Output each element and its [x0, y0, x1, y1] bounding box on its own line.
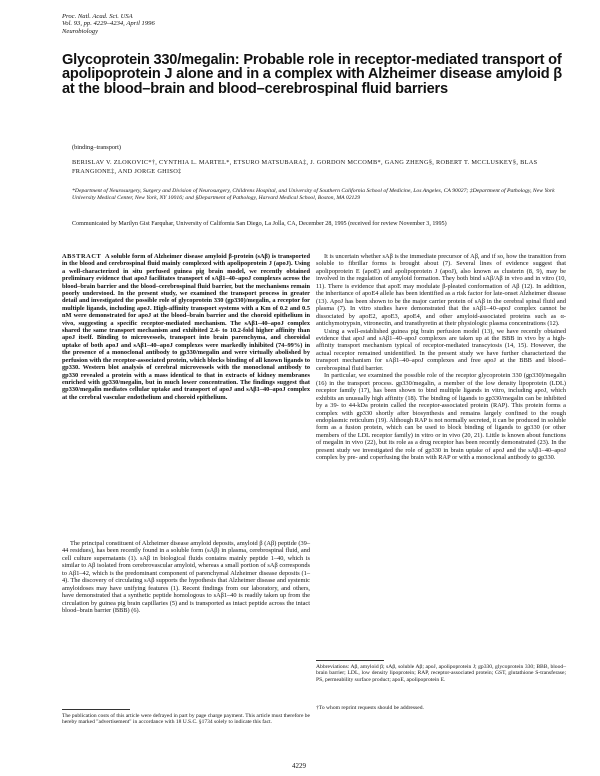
- journal-section: Neurobiology: [62, 27, 99, 35]
- article-subtitle: (binding–transport): [72, 144, 121, 151]
- journal-header: [62, 13, 155, 35]
- abstract: [62, 253, 310, 401]
- page-number: 4229: [292, 762, 306, 770]
- abbreviations-divider: [316, 660, 384, 661]
- publication-cost-footnote: The publication costs of this article were defrayed in part by page charge payment. This article must therefore be hereby marked "advertisement" in accordance with 18 U.S.C. §1734 solely to indicate this fact.: [62, 713, 310, 726]
- journal-volume: Vol. 93, pp. 4229–4234, April 1996: [62, 20, 155, 28]
- abstract-label: ABSTRACT: [62, 253, 102, 260]
- author-list: BERISLAV V. ZLOKOVIC*†, CYNTHIA L. MARTEL*, ETSURO MATSUBARA‡, J. GORDON MCCOMB*, GANG ZHENG§, ROBERT T. MCCLUSKEY§, BLAS FRANGIONE‡, AND JORGE GHISO‡: [72, 159, 538, 175]
- journal-name: Proc. Natl. Acad. Sci. USA: [62, 13, 133, 20]
- communicated-by: Communicated by Marilyn Gist Farquhar, University of California San Diego, La Jolla, CA, December 28, 1995 (received for review November 3, 1995): [72, 221, 447, 227]
- right-column: [316, 253, 566, 462]
- body-paragraph-3: In particular, we examined the possible role of the receptor glycoprotein 330 (gp330)/megalin (16) in the transport process. gp330/megalin, a member of the low density lipoprotein (LDL) receptor family (17), has been shown to bind multiple ligands in vitro, including apoJ, which exhibits an unusually high affinity (18). The binding of ligands to gp330/megalin can be inhibited by a 39- to 44-kDa protein called the receptor-associated protein (RAP). This protein forms a complex with gp330 shortly after biosynthesis and remains largely confined to the rough endoplasmic reticulum (19). Although RAP is not normally secreted, it can be produced in soluble form as a fusion protein, which can be used to block binding of ligands to gp330 (or other members of the LDL receptor family) in vitro or in vivo (20, 21). Little is known about functions of megalin in vivo (22), but its role as a drug receptor has been recently demonstrated (23). In the present study we investigated the role of gp330 in brain uptake of apoJ and the sAβ1–40–apoJ complex by pre- and coperfusing the brain with RAP or with a monoclonal antibody to gp330.: [316, 372, 566, 462]
- intro-paragraph: The principal constituent of Alzheimer disease amyloid deposits, amyloid β (Aβ) peptide (39–44 residues), has been recently found in a soluble form (sAβ) in plasma, cerebrospinal fluid, and cell culture supernatants (1). sAβ in biological fluids contains mainly peptide 1–40, which is similar to Aβ isolated from cerebrovascular amyloid, whereas a small portion of sAβ corresponds to Aβ1–42, which is the predominant component of parenchymal Alzheimer disease deposits (1–4). The discovery of circulating sAβ supports the hypothesis that Alzheimer disease and systemic amyloidoses may have unifying features (1). Recent findings from our laboratory, and others, have demonstrated that a synthetic peptide homologous to sAβ1–40 is readily taken up from the circulation by guinea pig brain capillaries (5) and is transported as intact peptide across the intact blood–brain barrier (BBB) (6).: [62, 540, 310, 615]
- correspondence-note: †To whom reprint requests should be addressed.: [316, 705, 424, 711]
- body-paragraph-1: It is uncertain whether sAβ is the immediate precursor of Aβ, and if so, how the transition from soluble to fibrillar forms is brought about (7). Several lines of evidence suggest that apolipoprotein E (apoE) and apolipoprotein J (apoJ), also known as clusterin (8, 9), may be involved in the regulation of amyloid formation. They both bind sAβ/Aβ in vivo and in vitro (10, 11). There is evidence that apoE may modulate β-pleated conformation of Aβ (12). In addition, the inheritance of apoE4 allele has been identified as a risk factor for late-onset Alzheimer disease (13). ApoJ has been shown to be the major carrier protein of sAβ in the cerebral spinal fluid and plasma (7). In vitro studies have demonstrated that the sAβ1–40–apoJ complex cannot be dissociated by apoE2, apoE3, apoE4, and other amyloid-associated proteins such as α-antichymotrypsin, vitronectin, and transthyretin at their physiologic plasma concentrations (12).: [316, 253, 566, 328]
- abbreviations-note: Abbreviations: Aβ, amyloid β; sAβ, soluble Aβ; apoJ, apolipoprotein J; gp330, glycoprotein 330; BBB, blood–brain barrier; LDL, low density lipoprotein; RAP, receptor-associated protein; GST, glutathione S-transferase; PS, permeability surface product; apoE, apolipoprotein E.: [316, 664, 566, 683]
- article-title: Glycoprotein 330/megalin: Probable role in receptor-mediated transport of apolipoprotein J alone and in a complex with Alzheimer disease amyloid β at the blood–brain and blood–cerebrospinal fluid barriers: [62, 52, 563, 97]
- body-paragraph-2: Using a well-established guinea pig brain perfusion model (13), we have recently obtained evidence that apoJ and sAβ1–40–apoJ complexes are taken up at the BBB in vivo by a high-affinity transport mechanism typical of receptor-mediated transcytosis (14, 15). However, the actual receptor remained unidentified. In the present study we have further characterized the transport mechanism for sAβ1–40–apoJ complexes and free apoJ at the BBB and blood–cerebrospinal fluid barrier.: [316, 327, 566, 372]
- affiliations: *Department of Neurosurgery, Surgery and Division of Neurosurgery, Childrens Hospital, and University of Southern California School of Medicine, Los Angeles, CA 90027; ‡Department of Pathology, New York University Medical Center, New York, NY 10016; and §Department of Pathology, Harvard Medical School, Boston, MA 02129: [72, 188, 555, 201]
- abstract-text: A soluble form of Alzheimer disease amyloid β-protein (sAβ) is transported in the blood and cerebrospinal fluid mainly complexed with apolipoprotein J (apoJ). Using a well-characterized in situ perfused guinea pig brain model, we recently obtained preliminary evidence that apoJ facilitates transport of sAβ1–40–apoJ complexes across the blood–brain barrier and the blood–cerebrospinal fluid barrier, but the mechanisms remain poorly understood. In the present study, we examined the transport process in greater detail and investigated the possible role of glycoprotein 330 (gp330)/megalin, a receptor for multiple ligands, including apoJ. High-affinity transport systems with a Km of 0.2 and 0.5 nM were demonstrated for apoJ at the blood–brain barrier and the choroid epithelium in vivo, suggesting a specific receptor-mediated mechanism. The sAβ1–40–apoJ complex shared the same transport mechanism and exhibited 2.4- to 10.2-fold higher affinity than apoJ itself. Binding to microvessels, transport into brain parenchyma, and choroidal uptake of both apoJ and sAβ1–40–apoJ complexes were markedly inhibited (74–99%) in the presence of a monoclonal antibody to gp330/megalin and were virtually abolished by perfusion with the receptor-associated protein, which blocks binding of all known ligands to gp330. Western blot analysis of cerebral microvessels with the monoclonal antibody to gp330 revealed a protein with a mass identical to that in extracts of kidney membranes enriched with gp330/megalin, but in much lower concentration. The findings suggest that gp330/megalin mediates cellular uptake and transport of apoJ and sAβ1–40–apoJ complex at the cerebral vascular endothelium and choroid epithelium.: [62, 253, 311, 401]
- footnote-divider: [62, 709, 130, 710]
